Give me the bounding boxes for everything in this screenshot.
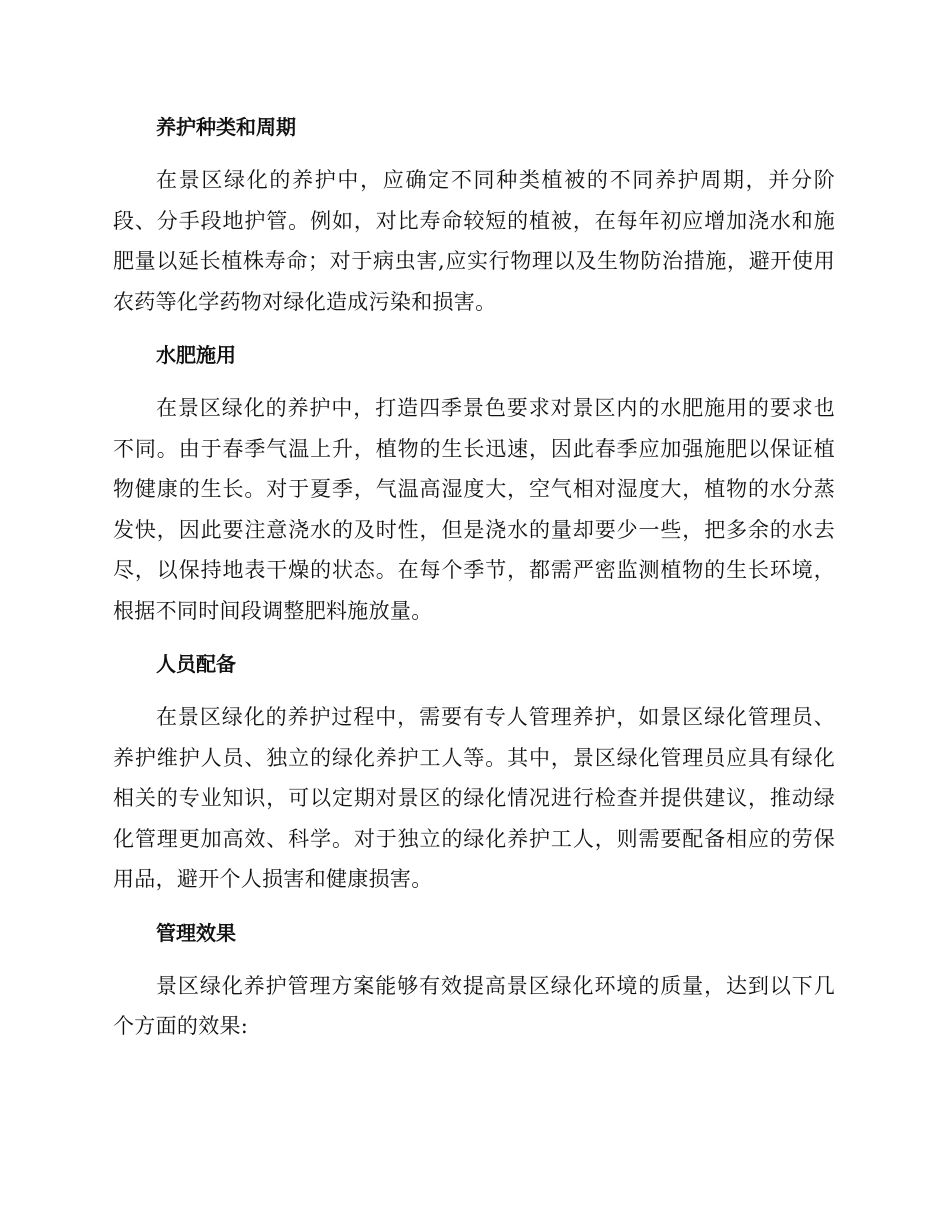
section-body-care-types: 在景区绿化的养护中，应确定不同种类植被的不同养护周期，并分阶段、分手段地护管。例如，对比寿命较短的植被，在每年初应增加浇水和施肥量以延长植株寿命；对于病虫害,应实行物理以及生物防治措施，避开使用农药等化学药物对绿化造成污染和损害。 (113, 168, 835, 314)
section-heading-management-effect: 管理效果 (156, 920, 236, 945)
section-heading-water-fertilizer: 水肥施用 (156, 343, 236, 367)
section-body-water-fertilizer: 在景区绿化的养护中，打造四季景色要求对景区内的水肥施用的要求也不同。由于春季气温上升，植物的生长迅速，因此春季应加强施肥以保证植物健康的生长。对于夏季，气温高湿度大，空气相对湿度大，植物的水分蒸发快，因此要注意浇水的及时性，但是浇水的量却要少一些，把多余的水去尽，以保持地表干燥的状态。在每个季节，都需严密监测植物的生长环境，根据不同时间段调整肥料施放量。 (113, 396, 835, 623)
section-body-management-effect: 景区绿化养护管理方案能够有效提高景区绿化环境的质量，达到以下几个方面的效果: (113, 973, 835, 1038)
section-heading-care-types: 养护种类和周期 (156, 115, 296, 139)
section-heading-staffing: 人员配备 (156, 652, 236, 676)
document-content (113, 110, 835, 1063)
section-body-staffing: 在景区绿化的养护过程中，需要有专人管理养护，如景区绿化管理员、养护维护人员、独立的绿化养护工人等。其中，景区绿化管理员应具有绿化相关的专业知识，可以定期对景区的绿化情况进行检查并提供建议，推动绿化管理更加高效、科学。对于独立的绿化养护工人，则需要配备相应的劳保用品，避开个人损害和健康损害。 (113, 705, 835, 891)
